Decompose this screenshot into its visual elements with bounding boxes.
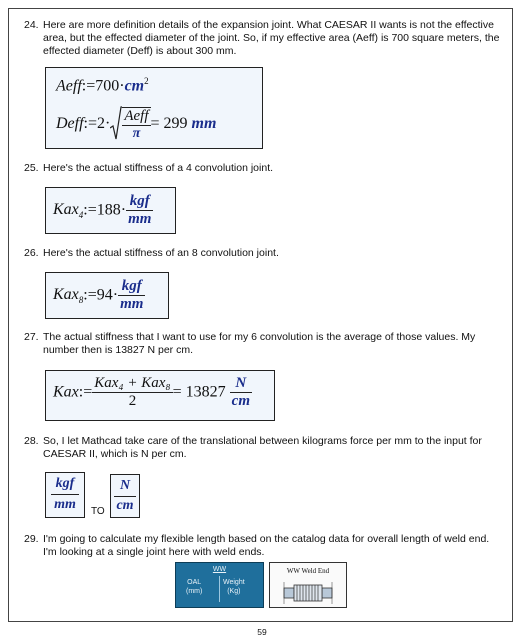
sqrt-fraction xyxy=(122,107,150,142)
column-divider xyxy=(219,576,220,602)
catalog-header: WW xyxy=(212,566,227,573)
step-number: 27. xyxy=(24,331,39,343)
unit-numerator: kgf xyxy=(126,193,153,211)
weight-unit: (Kg) xyxy=(227,588,241,595)
step-text: The actual stiffness that I want to use for my 6 convolution is the average of those values. My number then is 13827 N per cm. xyxy=(43,331,476,356)
unit-denominator: cm xyxy=(231,393,250,409)
multiply-dot: · xyxy=(105,115,111,132)
unit-denominator: mm xyxy=(128,211,152,227)
kax4-box xyxy=(45,187,176,234)
step-text: I'm going to calculate my flexible length based on the catalog data for overall length of weld end. I'm looking at a single joint here with weld ends. xyxy=(43,533,490,558)
aeff-equation xyxy=(56,76,149,95)
step-text: Here are more definition details of the expansion joint. What CAESAR II wants is not the effective area, but the effected diameter of the joint. So, if my effective area (Aeff) is 700 square meters, the effected diameter (Deff) is about 300 mm. xyxy=(43,19,500,57)
assign-operator: := xyxy=(83,115,98,132)
deff-variable: Deff xyxy=(56,115,84,132)
kax4-variable xyxy=(53,200,84,221)
kax4-equation xyxy=(53,193,153,228)
step-number: 24. xyxy=(24,19,39,31)
deff-result: = 299 xyxy=(150,115,188,132)
multiply-dot: · xyxy=(112,286,119,304)
deff-unit: mm xyxy=(191,115,217,132)
deff-coefficient: 2 xyxy=(97,115,106,132)
page-number: 59 xyxy=(257,627,267,637)
kax-variable: Kax xyxy=(53,383,79,401)
step-number: 25. xyxy=(24,162,39,174)
aeff-variable: Aeff xyxy=(56,77,82,95)
assign-operator: := xyxy=(78,383,93,401)
kax-symbol: Kax xyxy=(53,200,79,218)
kax-symbol: Kax xyxy=(53,285,79,303)
weld-end-title: WW Weld End xyxy=(286,567,330,575)
step-text: Here's the actual stiffness of an 8 convolution joint. xyxy=(43,247,279,259)
step-text: Here's the actual stiffness of a 4 convolution joint. xyxy=(43,162,274,174)
deff-equation xyxy=(56,106,216,142)
kax-unit xyxy=(230,375,252,410)
kax8-subscript: 8 xyxy=(78,295,84,306)
oal-label: OAL xyxy=(187,579,202,586)
to-label: TO xyxy=(91,506,105,517)
radical-sign-icon xyxy=(110,106,122,142)
kgf-per-mm-unit-box xyxy=(45,472,85,518)
kax4-value: 188 xyxy=(96,201,121,219)
weld-end-diagram xyxy=(269,562,347,608)
kax8-value: 94 xyxy=(96,286,113,304)
kax8-variable xyxy=(53,285,84,306)
n-per-cm-unit-box xyxy=(110,474,140,518)
deff-denominator: π xyxy=(132,125,141,141)
deff-numerator: Aeff xyxy=(124,107,149,124)
assign-operator: := xyxy=(83,286,97,304)
aeff-exponent: 2 xyxy=(144,76,149,86)
aeff-unit: cm xyxy=(124,77,145,95)
average-denominator: 2 xyxy=(128,393,137,409)
deff-calculation-box xyxy=(45,67,263,149)
catalog-table-header xyxy=(175,562,264,608)
average-numerator: Kax₄ + Kax₈ xyxy=(94,375,171,391)
fraction-bar xyxy=(51,494,79,495)
from-unit-denominator: mm xyxy=(54,497,76,512)
kax8-box xyxy=(45,272,169,319)
multiply-dot: · xyxy=(119,77,125,95)
kax4-unit xyxy=(126,193,153,228)
oal-column-header xyxy=(186,578,202,596)
weight-label: Weight xyxy=(223,579,245,586)
kax8-equation xyxy=(53,278,145,313)
average-fraction xyxy=(92,375,172,410)
step-number: 29. xyxy=(24,533,39,545)
multiply-dot: · xyxy=(120,201,127,219)
unit-numerator: N xyxy=(230,375,252,393)
unit-denominator: mm xyxy=(120,296,144,312)
kax-average-box xyxy=(45,370,275,421)
assign-operator: := xyxy=(83,201,97,219)
sqrt-radical xyxy=(110,106,150,142)
to-unit-denominator: cm xyxy=(116,498,134,513)
kax4-subscript: 4 xyxy=(78,210,84,221)
kax8-unit xyxy=(118,278,145,313)
step-number: 28. xyxy=(24,435,39,447)
from-unit-numerator: kgf xyxy=(55,476,75,491)
assign-operator: := xyxy=(81,77,96,95)
step-number: 26. xyxy=(24,247,39,259)
kax-average-equation xyxy=(53,375,252,410)
bellows-joint-icon xyxy=(270,577,346,607)
to-unit-numerator: N xyxy=(119,478,131,493)
unit-numerator: kgf xyxy=(118,278,145,296)
oal-unit: (mm) xyxy=(186,588,203,595)
weight-column-header xyxy=(223,578,245,596)
aeff-value: 700 xyxy=(95,77,120,95)
kax-result: = 13827 xyxy=(172,383,226,401)
step-text: So, I let Mathcad take care of the translational between kilograms force per mm to the input for CAESAR II, which is N per cm. xyxy=(43,435,482,460)
